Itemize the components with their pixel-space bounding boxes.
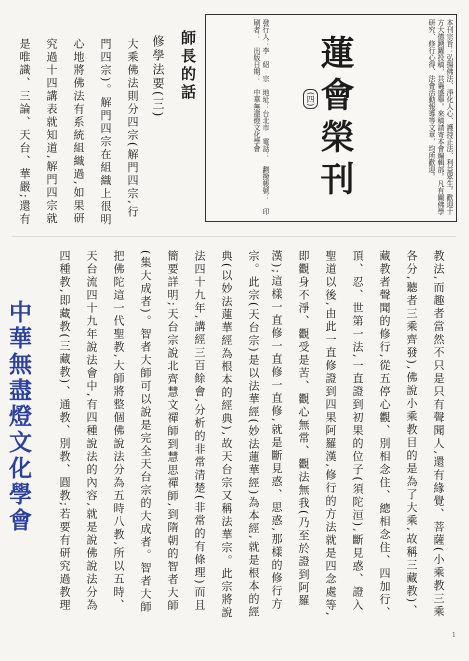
society-name: 中華無盡燈文化學會 — [5, 300, 32, 534]
issue-number: (四) — [303, 89, 318, 109]
article-heading: 師長的話 — [179, 30, 197, 102]
masthead-box — [205, 14, 457, 222]
article-subheading: 修學法要(三) — [151, 35, 165, 119]
page-number: 1 — [452, 632, 456, 639]
masthead-publisher-notes: 發行人：李 紹 宗 地址：台北市 電話： 劃撥帳號： 印刷者： 出版日期： 中華無盡燈文化學會 — [253, 19, 270, 215]
publication-title: 蓮會榮刊 — [314, 35, 354, 203]
article-text-middle: 宗。此宗(天台宗)是以法華經(妙法蓮華經)為本經,就是根本的經典(以妙法蓮華經為根本的經典),故天台宗又稱法華宗。此宗將說法四十九年,講經三百餘會,分析的非常清楚(非常的有條理)而且簡要詳明;天台宗說北齊慧文禪師到慧思禪師,到隋朝的智者大師(集大成者)。智者大師可以說是完全天台宗的大成者。智者大師把佛陀這一代聖教,大師將整個佛說法分為五時八教,所以五時、天台流四十九年說法會中,有四種說法的內容,就是說佛說法分為四種教,即藏教(三藏教)、通教、別教、圓教;若要有研究過教理 — [58, 250, 260, 620]
article-text-right: 教法,而趣者當然不只是只有聲聞人,還有緣覺、菩薩(小乘教三乘各分,聽者三乘齊發),佛說小乘教目的是為了大乘,故稱三藏教)、藏教者聲聞的修行,從五停心觀、別相念住、總相念住、四加行、頂、忍、世第一法,一直證到初果的位子(須陀洹),斷見惑、證入聖道以後,由此一直修證到四果阿羅漢,修行的方法就是四念處等,即觀身不淨、觀受是苦、觀心無常、觀法無我(乃至於證到阿羅漢);這樣一直修一直修一直修,就是斷見惑、思惑,那樣的修行方 — [270, 250, 445, 620]
masthead-editorial-notes: 本刊宗旨：弘揚佛法、淨化人心、護持正法、利益眾生。歡迎十方大德踴躍投稿，共襄盛舉。來稿請寄本會編輯部。凡有關佛學研究、修行心得、法會活動報導等文章，均所歡迎。 — [428, 19, 454, 215]
article-text-top: 大乘佛法則分四宗(解門四宗,行門四宗)。解門四宗在組織上很明心地將佛法有系統組織過,如果研究過十四講表就知道,解門四宗就是唯識、三論、天台、華嚴;還有 — [18, 38, 139, 227]
section-divider — [12, 236, 456, 237]
